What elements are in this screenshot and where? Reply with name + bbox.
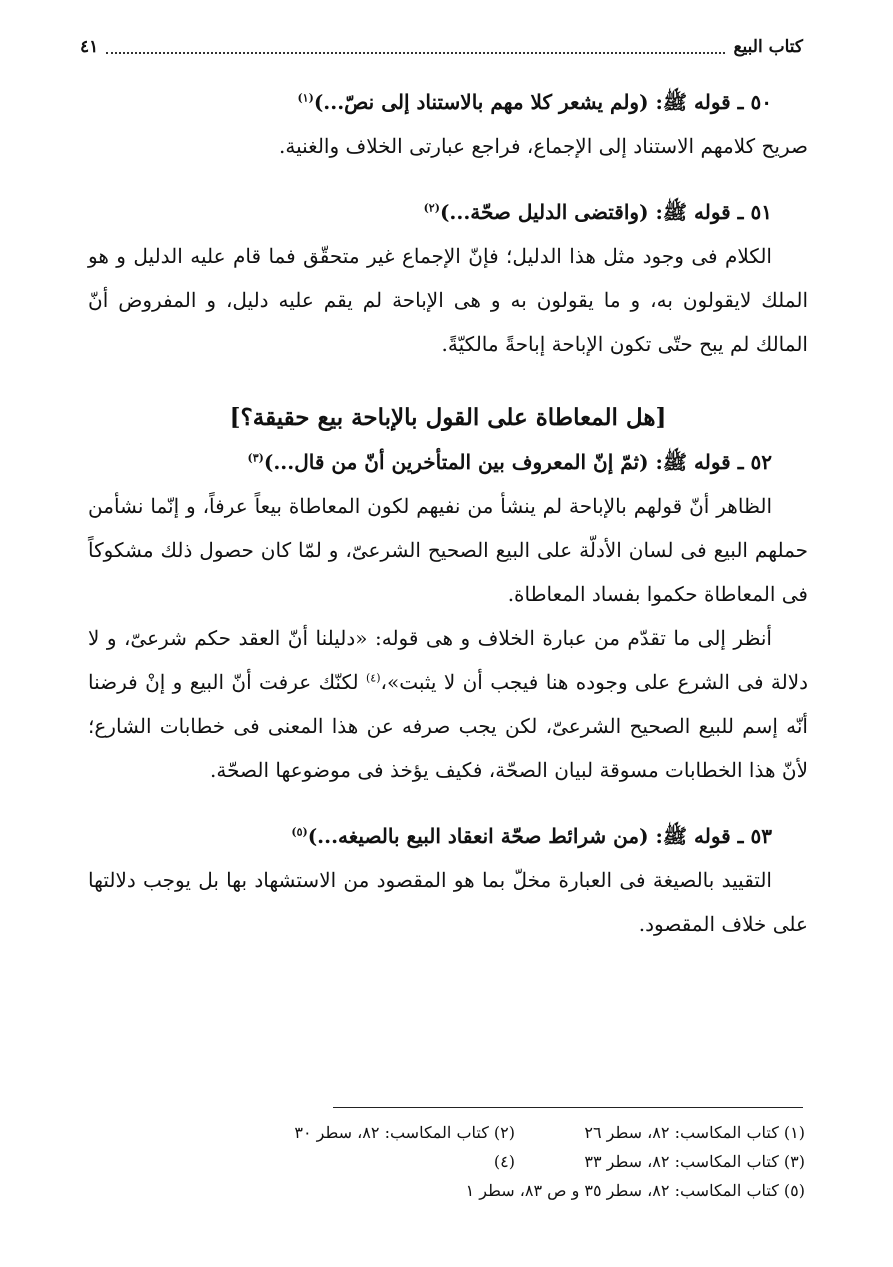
section-52-text-2 (88, 616, 808, 792)
running-head-title: كتاب البيع (733, 37, 803, 57)
footnote-5: (٥) كتاب المكاسب: ٨٢، سطر ٣٥ و ص ٨٣، سطر ١ (465, 1181, 805, 1200)
footnote-ref-1: (١) (297, 91, 314, 105)
spacer (88, 792, 808, 814)
section-52-text-1: الظاهر أنّ قولهم بالإباحة لم ينشأ من نفيهم لكون المعاطاة بيعاً عرفاً، و إنّما نشأمن حملهم البيع فى لسان الأدلّة على البيع الصحيح الشرعىّ، و لمّا كان حصول ذلك مشكوكاً فى المعاطاة حكموا بفساد المعاطاة. (88, 494, 808, 606)
footnote-rule (333, 1107, 803, 1108)
section-51-text: الكلام فى وجود مثل هذا الدليل؛ فإنّ الإجماع غير متحقّق فما قام عليه الدليل و هو الملك لايقولون به، و ما يقولون به و هى الإباحة لم يقم عليه دليل، و المفروض أنّ المالك لم يبح حتّى تكون الإباحة إباحةً مالكيّةً. (88, 244, 808, 356)
spacer (88, 168, 808, 190)
footnote-ref-3: (٣) (247, 451, 264, 465)
footnote-3: (٣) كتاب المكاسب: ٨٢، سطر ٣٣ (584, 1152, 805, 1171)
section-51-heading (88, 190, 808, 234)
footnotes (185, 1118, 805, 1205)
footnote-ref-4: (٤) (365, 671, 381, 685)
footnote-row (185, 1176, 805, 1205)
section-title: [هل المعاطاة على القول بالإباحة بيع حقيقة؟] (229, 404, 667, 431)
section-50-text: صريح كلامهم الاستناد إلى الإجماع، فراجع عبارتى الخلاف والغنية. (279, 134, 808, 158)
section-52-heading-text: ٥٢ ـ قوله ﷺ: (ثمّ إنّ المعروف بين المتأخرين أنّ من قال...) (263, 450, 772, 474)
footnote-1: (١) كتاب المكاسب: ٨٢، سطر ٢٦ (584, 1123, 805, 1142)
section-52-text-2a: أنظر إلى ما تقدّم من عبارة الخلاف و هى قوله: «دليلنا أنّ العقد حكم شرعىّ، و لا دلالة فى الشرع على وجوده هنا فيجب أن لا يثبت»، (88, 626, 809, 694)
section-50-heading (88, 80, 808, 124)
section-53-heading (88, 814, 808, 858)
footnote-row (185, 1147, 805, 1176)
dotted-leader (106, 40, 725, 54)
footnote-4: (٤) (493, 1152, 515, 1171)
section-53-heading-text: ٥٣ ـ قوله ﷺ: (من شرائط صحّة انعقاد البيع بالصيغه...) (307, 824, 772, 848)
page-body (88, 80, 808, 946)
footnote-2: (٢) كتاب المكاسب: ٨٢، سطر ٣٠ (294, 1123, 515, 1142)
section-52-heading (88, 440, 808, 484)
section-52-text-2b: لكنّك عرفت أنّ البيع و إنْ فرضنا أنّه إسم للبيع الصحيح الشرعىّ، لكن يجب صرفه عن هذا المعنى فى خطابات الشارع؛ لأنّ هذا الخطابات مسوقة لبيان الصحّة، فكيف يؤخذ فى موضوعها الصحّة. (88, 670, 808, 782)
running-head (80, 34, 803, 60)
section-50-heading-text: ٥٠ ـ قوله ﷺ: (ولم يشعر كلا مهم بالاستناد إلى نصّ...) (313, 90, 772, 114)
page-number: ٤١ (80, 37, 99, 57)
footnote-ref-5: (٥) (291, 825, 308, 839)
footnote-ref-2: (٢) (423, 201, 440, 215)
section-53-text: التقييد بالصيغة فى العبارة مخلّ بما هو المقصود من الاستشهاد بها بل يوجب دلالتها على خلاف المقصود. (88, 868, 808, 936)
section-51-heading-text: ٥١ ـ قوله ﷺ: (واقتضى الدليل صحّة...) (439, 200, 772, 224)
footnote-row (185, 1118, 805, 1147)
